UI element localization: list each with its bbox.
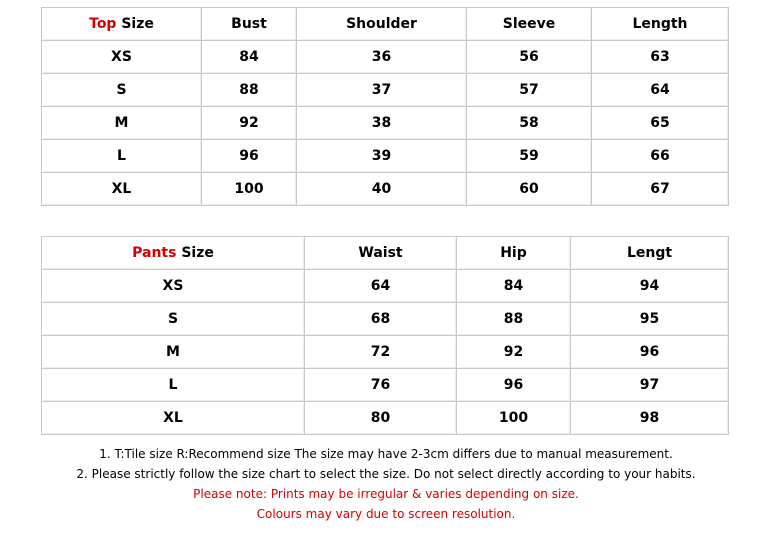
value-cell: 64 bbox=[305, 270, 457, 303]
table-row bbox=[42, 369, 729, 402]
value-cell: 96 bbox=[202, 140, 297, 173]
value-cell: 67 bbox=[592, 173, 729, 206]
column-header-waist: Waist bbox=[305, 237, 457, 270]
table-row bbox=[42, 303, 729, 336]
value-cell: 97 bbox=[571, 369, 729, 402]
size-notes bbox=[0, 444, 772, 524]
note-line: 2. Please strictly follow the size chart to select the size. Do not select directly according to your habits. bbox=[76, 467, 696, 481]
table-row bbox=[42, 74, 729, 107]
size-cell: S bbox=[42, 303, 305, 336]
value-cell: 64 bbox=[592, 74, 729, 107]
value-cell: 38 bbox=[297, 107, 467, 140]
value-cell: 59 bbox=[467, 140, 592, 173]
value-cell: 76 bbox=[305, 369, 457, 402]
pants-size-corner bbox=[42, 237, 305, 270]
size-cell: XL bbox=[42, 173, 202, 206]
value-cell: 100 bbox=[457, 402, 571, 435]
value-cell: 68 bbox=[305, 303, 457, 336]
value-cell: 88 bbox=[202, 74, 297, 107]
value-cell: 80 bbox=[305, 402, 457, 435]
value-cell: 92 bbox=[457, 336, 571, 369]
column-header-length: Lengt bbox=[571, 237, 729, 270]
value-cell: 100 bbox=[202, 173, 297, 206]
value-cell: 37 bbox=[297, 74, 467, 107]
size-label: Size bbox=[176, 245, 214, 261]
value-cell: 36 bbox=[297, 41, 467, 74]
value-cell: 40 bbox=[297, 173, 467, 206]
value-cell: 98 bbox=[571, 402, 729, 435]
value-cell: 96 bbox=[457, 369, 571, 402]
top-label: Top bbox=[89, 16, 117, 32]
value-cell: 96 bbox=[571, 336, 729, 369]
value-cell: 84 bbox=[202, 41, 297, 74]
size-cell: M bbox=[42, 336, 305, 369]
value-cell: 88 bbox=[457, 303, 571, 336]
size-cell: M bbox=[42, 107, 202, 140]
size-cell: S bbox=[42, 74, 202, 107]
prints-warning: Please note: Prints may be irregular & varies depending on size. bbox=[193, 487, 579, 501]
size-cell: XS bbox=[42, 41, 202, 74]
value-cell: 94 bbox=[571, 270, 729, 303]
value-cell: 66 bbox=[592, 140, 729, 173]
pants-header-row bbox=[42, 237, 729, 270]
table-row bbox=[42, 402, 729, 435]
table-row bbox=[42, 173, 729, 206]
size-cell: L bbox=[42, 140, 202, 173]
value-cell: 57 bbox=[467, 74, 592, 107]
value-cell: 39 bbox=[297, 140, 467, 173]
column-header-hip: Hip bbox=[457, 237, 571, 270]
value-cell: 95 bbox=[571, 303, 729, 336]
top-size-table bbox=[41, 7, 729, 206]
value-cell: 63 bbox=[592, 41, 729, 74]
size-cell: L bbox=[42, 369, 305, 402]
table-row bbox=[42, 140, 729, 173]
column-header-bust: Bust bbox=[202, 8, 297, 41]
size-cell: XS bbox=[42, 270, 305, 303]
value-cell: 58 bbox=[467, 107, 592, 140]
size-label: Size bbox=[116, 16, 154, 32]
value-cell: 60 bbox=[467, 173, 592, 206]
colour-warning: Colours may vary due to screen resolution. bbox=[256, 507, 516, 521]
value-cell: 92 bbox=[202, 107, 297, 140]
value-cell: 56 bbox=[467, 41, 592, 74]
pants-size-table bbox=[41, 236, 729, 435]
top-size-corner bbox=[42, 8, 202, 41]
size-cell: XL bbox=[42, 402, 305, 435]
table-row bbox=[42, 336, 729, 369]
pants-label: Pants bbox=[132, 245, 177, 261]
table-row bbox=[42, 270, 729, 303]
value-cell: 72 bbox=[305, 336, 457, 369]
value-cell: 65 bbox=[592, 107, 729, 140]
column-header-shoulder: Shoulder bbox=[297, 8, 467, 41]
value-cell: 84 bbox=[457, 270, 571, 303]
column-header-sleeve: Sleeve bbox=[467, 8, 592, 41]
top-header-row bbox=[42, 8, 729, 41]
table-row bbox=[42, 41, 729, 74]
table-row bbox=[42, 107, 729, 140]
column-header-length: Length bbox=[592, 8, 729, 41]
note-line: 1. T:Tile size R:Recommend size The size may have 2-3cm differs due to manual measurement. bbox=[99, 447, 673, 461]
